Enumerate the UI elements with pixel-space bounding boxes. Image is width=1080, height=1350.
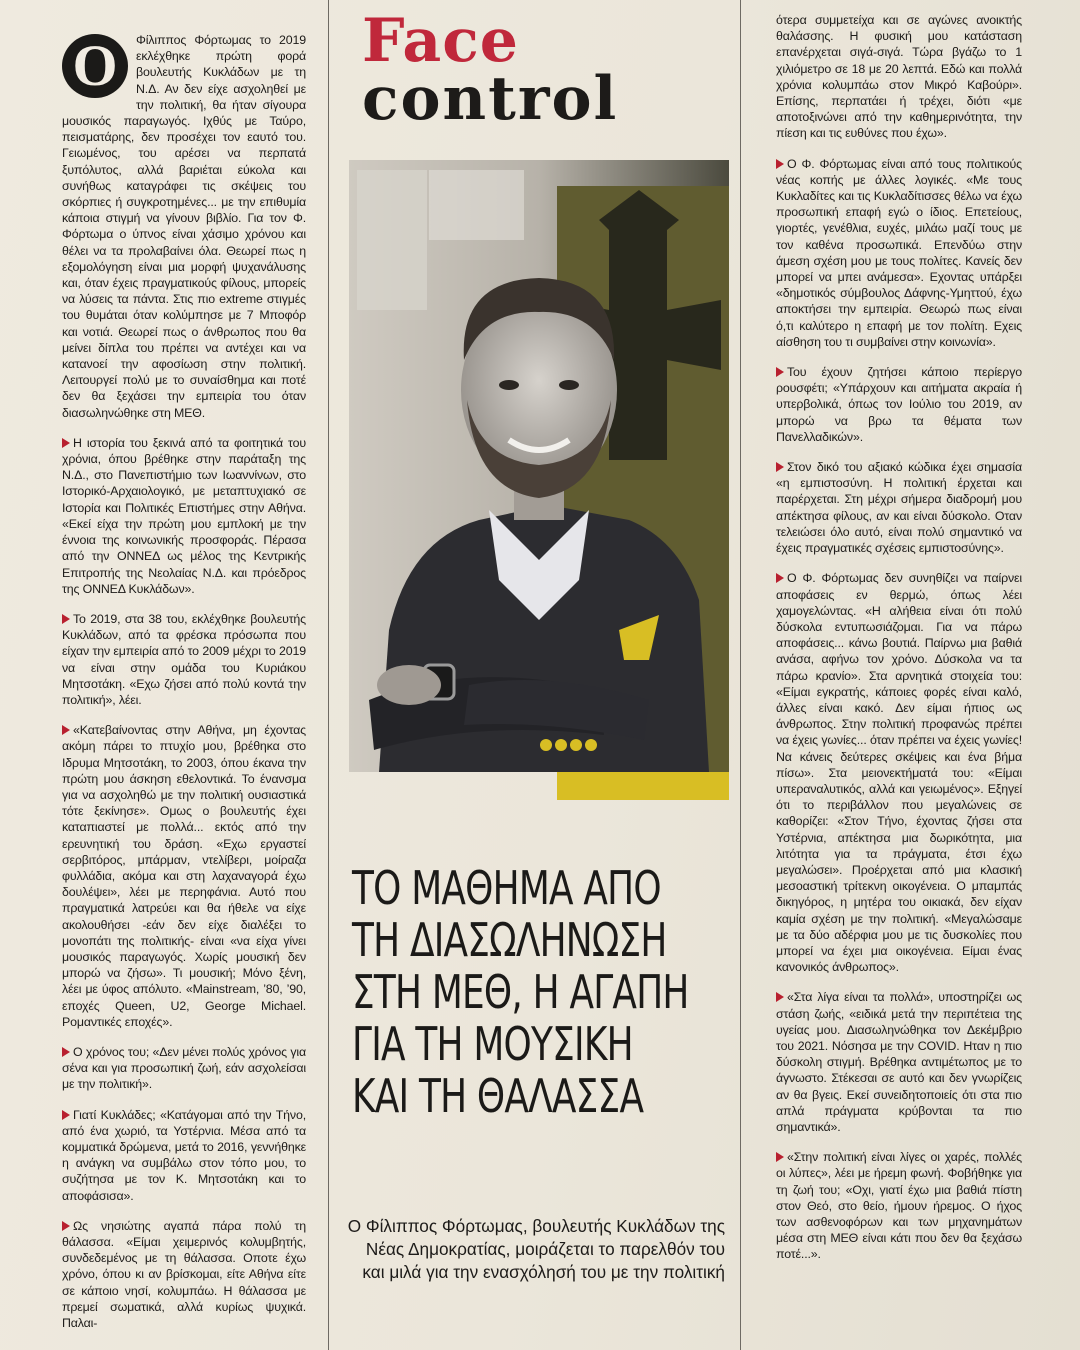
lead-paragraph: Ο Φίλιππος Φόρτωμας το 2019 εκλέχθηκε πρώτη φορά βουλευτής Κυκλάδων με τη Ν.Δ. Αν δεν είχε ασχοληθεί με την πολιτική, θα ήταν σίγουρα μουσικός παραγωγός. Ιχθύς με Ταύρο, πεισματάρης, δεν προσέχει τον εαυτό του. Γειωμένος, του αρέσει να περπατά ξυπόλυτος, αλλά βαριέται εύκολα και συνήθως καταγράφει τις σκέψεις του σκόρπιες ή συγκροτημένες... με την επιθυμία κάποια στιγμή να γίνουν βιβλίο. Για τον Φ. Φόρτωμα ο ύπνος είναι χάσιμο χρόνου και θέλει να τα προλαβαίνει όλα. Θεωρεί πως η εξομολόγηση είναι μια μορφή ψυχανάλυσης και, όταν έχεις πραγματικούς φίλους, μπορείς να λύσεις τα πάντα. Στις πιο extreme στιγμές του θυμάται όταν κολύμπησε με 7 Μποφόρ και νοτιά. Θεωρεί πως ο άνθρωπος που θα μείνει δίπλα του πρέπει να αντέχει και να κατανοεί την αφοσίωση στην πολιτική. Λειτουργεί πολύ με το συναίσθημα και ποτέ δεν θα ξεχάσει την εμπειρία του όταν διασωληνώθηκε στη ΜΕΘ. xyxy=(62,33,306,420)
article-column-left xyxy=(62,32,306,1345)
section-kicker-face: Face xyxy=(362,6,519,76)
section-kicker-control: control xyxy=(362,64,619,134)
red-arrow-bullet-icon xyxy=(62,1110,70,1120)
red-arrow-bullet-icon xyxy=(62,614,70,624)
paragraph: «Στην πολιτική είναι λίγες οι χαρές, πολλές οι λύπες», λέει με ήρεμη φωνή. Φοβήθηκε για τη ζωή του; «Οχι, γιατί έχω μια βαθιά πίστη στον Θεό, στο θείο, ήμουν ήρεμος. Ο ήχος των ασθενοφόρων και των μηχανημάτων μέσα στη ΜΕΘ είναι κάτι που δεν θα ξεχάσω ποτέ...». xyxy=(776,1150,1022,1262)
headline-line: ΓΙΑ ΤΗ ΜΟΥΣΙΚΗ xyxy=(352,1017,633,1071)
red-arrow-bullet-icon xyxy=(62,438,70,448)
paragraph: Το 2019, στα 38 του, εκλέχθηκε βουλευτής Κυκλάδων, από τα φρέσκα πρόσωπα που είχαν την εμπειρία από το 2009 μέχρι το 2019 να είναι στην ομάδα του Κυριάκου Μητσοτάκη. «Εχω ζήσει από πολύ κοντά την πολιτική», λέει. xyxy=(62,611,306,707)
paragraph: Ο χρόνος του; «Δεν μένει πολύς χρόνος για σένα και για προσωπική ζωή, εάν ασχολείσαι με την πολιτική». xyxy=(62,1044,306,1092)
paragraph: ότερα συμμετείχα και σε αγώνες ανοικτής θαλάσσης. Η φυσική μου κατάσταση επανέρχεται σιγά-σιγά. Τώρα βγάζω το 1 χιλιόμετρο σε 18 με 20 λεπτά. Εδώ και πολλά χρόνια κολυμπάω στον Μικρό Καβούρι». Επίσης, περπατάει ή τρέχει, διότι «με αποτοξινώνει από την καθημερινότητα, την πίεση και τις ευθύνες που έχω». xyxy=(776,13,1022,141)
headline-line: ΚΑΙ ΤΗ ΘΑΛΑΣΣΑ xyxy=(352,1069,644,1123)
red-arrow-bullet-icon xyxy=(776,1152,784,1162)
portrait-photo xyxy=(349,160,729,772)
red-arrow-bullet-icon xyxy=(776,992,784,1002)
paragraph: Ο Φ. Φόρτωμας είναι από τους πολιτικούς νέας κοπής με άλλες λογικές. «Με τους Κυκλαδίτες και τις Κυκλαδίτισσες θέλω να έχω προσωπική επαφή εγώ ο ίδιος. Επετείους, γιορτές, γενέθλια, ευχές, μιλάω μαζί τους με τον καθένα προσωπικά. Επενδύω στην άμεση σχέση μου με τους πολίτες. Κανείς δεν μπορεί να μπει ανάμεσα». Εχοντας υπάρξει «δημοτικός σύμβουλος Δάφνης-Υμηττού, έχω αποκτήσει την εμπειρία. Θεωρώ πως είναι ό,τι καλύτερο η επαφή με τον πολίτη. Εχεις αίσθηση του τι συμβαίνει στην κοινωνία». xyxy=(776,156,1022,349)
red-arrow-bullet-icon xyxy=(776,367,784,377)
drop-cap: Ο xyxy=(62,34,128,98)
headline-line: ΤΟ ΜΑΘΗΜΑ ΑΠΟ xyxy=(352,861,661,915)
column-divider-left xyxy=(328,0,329,1350)
portrait-illustration xyxy=(349,160,729,772)
red-arrow-bullet-icon xyxy=(776,159,784,169)
paragraph: Ως νησιώτης αγαπά πάρα πολύ τη θάλασσα. «Είμαι χειμερινός κολυμβητής, συνδεδεμένος με τη θάλασσα. Οποτε έχω χρόνο, όπου κι αν βρίσκομαι, είτε Αθήνα είτε σε κάποιο νησί, κολυμπάω. Η θάλασσα με πρεμεί σωματικά, αλλά κυρίως ψυχικά. Παλαι- xyxy=(62,1218,306,1331)
paragraph: Στον δικό του αξιακό κώδικα έχει σημασία «η εμπιστοσύνη. Η πολιτική έρχεται και παρέρχεται. Στη μέχρι σήμερα διαδρομή μου απέκτησα φίλους, αν και είναι δύσκολο. Οταν τελειώσει όλο αυτό, είναι πολύ σημαντικό να έχεις πραγματικές σχέσεις εμπιστοσύνης». xyxy=(776,460,1022,556)
column-divider-right xyxy=(740,0,741,1350)
paragraph: Γιατί Κυκλάδες; «Κατάγομαι από την Τήνο, από ένα χωριό, τα Υστέρνια. Μέσα από τα κομματικά δρώμενα, μετά το 2016, γεννήθηκε η ανάγκη να συμβάλω στον τόπο μου, το συζήτησα με τον Κ. Μητσοτάκη και το αποφάσισα». xyxy=(62,1107,306,1203)
red-arrow-bullet-icon xyxy=(62,1047,70,1057)
red-arrow-bullet-icon xyxy=(62,725,70,735)
article-headline xyxy=(352,862,732,1122)
red-arrow-bullet-icon xyxy=(62,1221,70,1231)
red-arrow-bullet-icon xyxy=(776,573,784,583)
paragraph: Ο Φ. Φόρτωμας δεν συνηθίζει να παίρνει αποφάσεις εν θερμώ, όπως λέει χαμογελώντας. «Η αλήθεια είναι ότι πολύ δύσκολα εντυπωσιάζομαι. Για να πάρω αποφάσεις... κάνω βουτιά. Παίρνω μια βαθιά ανάσα, αφήνω τον χρόνο. Δύσκολα να τα πάρω κρανίο». Στα αρνητικά στοιχεία του: «Είμαι εγκρατής, κάποιες φορές είναι καλό, άλλες είναι κακό. Δεν είμαι ήπιος ως άνθρωπος. Στην πολιτική προφανώς πρέπει να έχεις γωνίες... όταν πρέπει να έχεις γωνίες! Να κάνεις δεύτερες σκέψεις και ένα βήμα πίσω». Στα μειονεκτήματά του: «Είμαι υπεραναλυτικός, αλλά και γειωμένος». Εξηγεί ότι το περιβάλλον που μεγαλώνεις σε καθορίζει: «Στον Τήνο, έχοντας ζήσει στα Υστέρνια, απέκτησα μια δωρικότητα, μια λιτότητα για τα πράγματα, έτσι έχω μεγαλώσει». Προέρχεται από μια κλασική μεσοαστική τρίτεκνη οικογένεια. Ο μπαμπάς δικηγόρος, η μητέρα του οικιακά, δεν είχαν καμία σχέση με την πολιτική. «Μεγαλώσαμε με τα δύο αδέρφια μου με τις δυσκολίες που μπορεί να έχει μια οικογένεια. Είμαι ένας κανονικός άνθρωπος». xyxy=(776,571,1022,975)
paragraph: Η ιστορία του ξεκινά από τα φοιτητικά του χρόνια, όπου βρέθηκε στην παράταξη της Ν.Δ., στο Πανεπιστήμιο των Ιωαννίνων, στο Ιστορικό-Αρχαιολογικό, με μεταπτυχιακό σε Ιστορία και Πολιτικές Επιστήμες στην Αθήνα. «Εκεί είχα την πρώτη μου εμπλοκή με την έννοια της κοινωνικής προσφοράς. Πέρασα από την ΟΝΝΕΔ ως μέλος της Κεντρικής Επιτροπής της Νεολαίας Ν.Δ. και πρόεδρος της ΟΝΝΕΔ Κυκλάδων». xyxy=(62,435,306,596)
paragraph: «Κατεβαίνοντας στην Αθήνα, μη έχοντας ακόμη πάρει το πτυχίο μου, βρέθηκα στο Ιδρυμα Μητσοτάκη, το 2003, όπου έκανα την πρώτη μου άσκηση εθελοντικά. Το ένανσμα για να ασχοληθώ με την πολιτική ουσιαστικά τότε ξεκίνησε». Ομως ο βουλευτής έχει καταπιαστεί με πολλά... εκτός από την ερευνητική του δράση. «Εχω εργαστεί σερβιτόρος, μπάρμαν, ντελίβερι, μοίραζα φυλλάδια, ακόμα και στη λαχαναγορά έχω δουλέψει», λέει με περηφάνια. Αυτό που πραγματικά λατρεύει και θα ήθελε να είχε ακολουθήσει -εάν δεν είχε διαλέξει το μονοπάτι της πολιτικής- είναι «να είχα γίνει μουσικός παραγωγός. Χωρίς μουσική δεν μπορώ να ζήσω». Τι μουσική; Μόνο ξένη, λέει με ύφος απόλυτο. «Mainstream, ’80, ’90, εποχές Queen, U2, George Michael. Ρομαντικές εποχές». xyxy=(62,723,306,1029)
paragraph: Του έχουν ζητήσει κάποιο περίεργο ρουσφέτι; «Υπάρχουν και αιτήματα ακραία ή υπερβολικά, όπως τον Ιούλιο του 2019, αν μπορώ να βρω τα θέματα των Πανελλαδικών». xyxy=(776,365,1022,444)
headline-line: ΤΗ ΔΙΑΣΩΛΗΝΩΣΗ xyxy=(352,913,667,967)
paragraph: «Στα λίγα είναι τα πολλά», υποστηρίζει ως στάση ζωής, «ειδικά μετά την περιπέτεια της υγείας μου. Διασωληνώθηκα τον Δεκέμβριο του 2021. Νόσησα με την COVID. Ηταν η πιο δύσκολη στιγμή. Βρέθηκα αντιμέτωπος με το άγνωστο. Στέκεσαι σε αυτό και δεν γνωρίζεις αν θα βγεις. Εκεί συνειδητοποιείς ότι στα πιο απλά πράγματα κρύβονται τα πιο σημαντικά». xyxy=(776,990,1022,1134)
article-standfirst: Ο Φίλιππος Φόρτωμας, βουλευτής Κυκλάδων της Νέας Δημοκρατίας, μοιράζεται το παρελθόν του και μιλά για την ενασχόλησή του με την πολιτική xyxy=(347,1216,725,1282)
headline-line: ΣΤΗ ΜΕΘ, Η ΑΓΑΠΗ xyxy=(352,965,689,1019)
red-arrow-bullet-icon xyxy=(776,462,784,472)
article-column-right xyxy=(776,12,1022,1277)
